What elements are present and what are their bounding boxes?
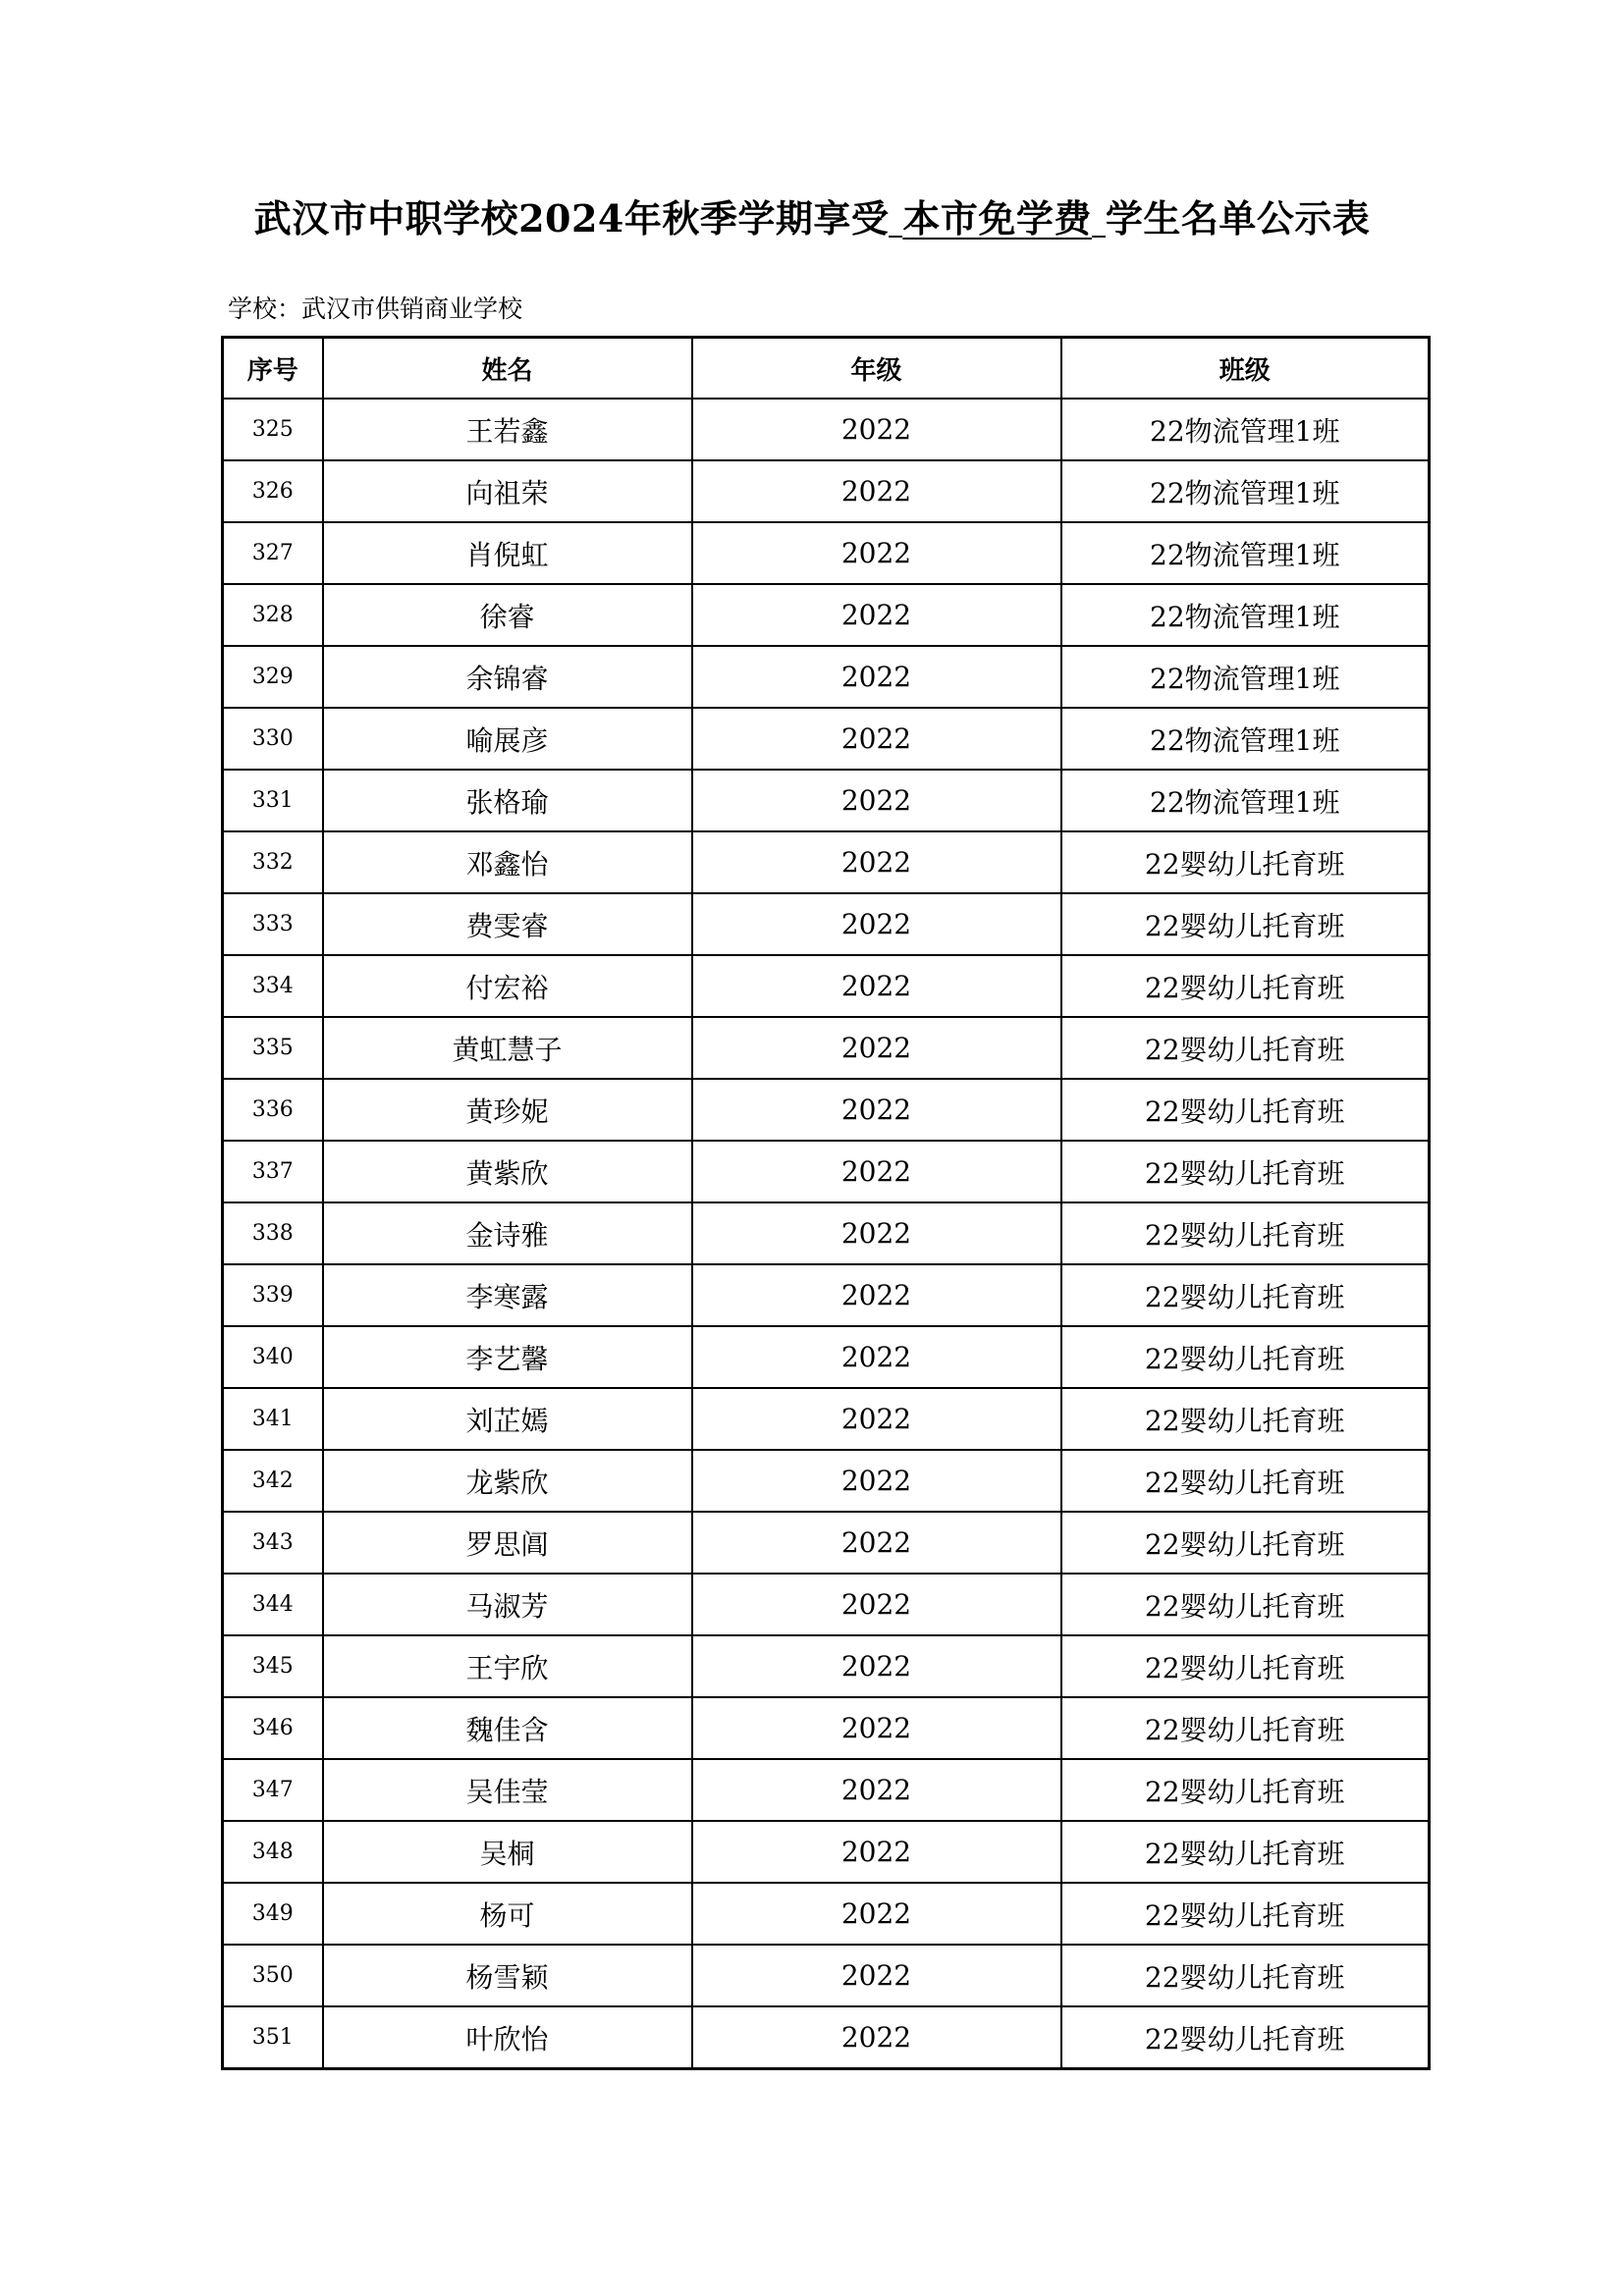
cell-class: 22婴幼儿托育班 <box>1061 1883 1430 1945</box>
school-line: 学校：武汉市供销商业学校 <box>228 294 523 323</box>
cell-seq: 326 <box>223 460 323 522</box>
cell-name: 罗思阊 <box>323 1512 692 1574</box>
cell-seq: 338 <box>223 1202 323 1264</box>
cell-name: 肖倪虹 <box>323 522 692 584</box>
cell-class: 22婴幼儿托育班 <box>1061 1017 1430 1079</box>
cell-name: 黄珍妮 <box>323 1079 692 1141</box>
cell-grade: 2022 <box>692 1883 1061 1945</box>
cell-seq: 339 <box>223 1264 323 1326</box>
cell-seq: 329 <box>223 646 323 708</box>
table-row <box>223 893 1430 955</box>
cell-grade: 2022 <box>692 831 1061 893</box>
cell-name: 王若鑫 <box>323 399 692 460</box>
cell-seq: 351 <box>223 2006 323 2069</box>
cell-name: 徐睿 <box>323 584 692 646</box>
cell-name: 吴桐 <box>323 1821 692 1883</box>
cell-class: 22婴幼儿托育班 <box>1061 1264 1430 1326</box>
cell-seq: 347 <box>223 1759 323 1821</box>
table-row <box>223 460 1430 522</box>
cell-class: 22物流管理1班 <box>1061 770 1430 831</box>
table-row <box>223 1697 1430 1759</box>
cell-seq: 328 <box>223 584 323 646</box>
table-row <box>223 1264 1430 1326</box>
student-roster-table <box>221 336 1431 2070</box>
cell-name: 杨雪颖 <box>323 1945 692 2006</box>
cell-grade: 2022 <box>692 1574 1061 1635</box>
table-row <box>223 1079 1430 1141</box>
cell-grade: 2022 <box>692 2006 1061 2069</box>
cell-seq: 331 <box>223 770 323 831</box>
cell-name: 余锦睿 <box>323 646 692 708</box>
table-row <box>223 770 1430 831</box>
cell-grade: 2022 <box>692 955 1061 1017</box>
table-row <box>223 1635 1430 1697</box>
cell-name: 费雯睿 <box>323 893 692 955</box>
cell-grade: 2022 <box>692 1264 1061 1326</box>
cell-grade: 2022 <box>692 584 1061 646</box>
table-row <box>223 1512 1430 1574</box>
table-header-row <box>223 338 1430 400</box>
table-row <box>223 1017 1430 1079</box>
cell-name: 黄紫欣 <box>323 1141 692 1202</box>
header-grade: 年级 <box>692 338 1061 400</box>
cell-name: 喻展彦 <box>323 708 692 770</box>
cell-name: 龙紫欣 <box>323 1450 692 1512</box>
cell-seq: 344 <box>223 1574 323 1635</box>
cell-grade: 2022 <box>692 1141 1061 1202</box>
cell-seq: 346 <box>223 1697 323 1759</box>
cell-seq: 327 <box>223 522 323 584</box>
header-seq: 序号 <box>223 338 323 400</box>
cell-grade: 2022 <box>692 708 1061 770</box>
cell-name: 魏佳含 <box>323 1697 692 1759</box>
table-row <box>223 1759 1430 1821</box>
table-row <box>223 584 1430 646</box>
table-row <box>223 708 1430 770</box>
cell-class: 22物流管理1班 <box>1061 399 1430 460</box>
cell-name: 向祖荣 <box>323 460 692 522</box>
title-prefix: 武汉市中职学校2024年秋季学期享受 <box>253 196 890 240</box>
cell-name: 叶欣怡 <box>323 2006 692 2069</box>
cell-class: 22婴幼儿托育班 <box>1061 1512 1430 1574</box>
cell-class: 22婴幼儿托育班 <box>1061 955 1430 1017</box>
cell-class: 22婴幼儿托育班 <box>1061 1141 1430 1202</box>
cell-seq: 334 <box>223 955 323 1017</box>
cell-name: 吴佳莹 <box>323 1759 692 1821</box>
cell-seq: 330 <box>223 708 323 770</box>
cell-name: 李寒露 <box>323 1264 692 1326</box>
cell-class: 22物流管理1班 <box>1061 584 1430 646</box>
table-row <box>223 399 1430 460</box>
table-row <box>223 1883 1430 1945</box>
table-row <box>223 2006 1430 2069</box>
cell-seq: 345 <box>223 1635 323 1697</box>
cell-class: 22婴幼儿托育班 <box>1061 1697 1430 1759</box>
cell-name: 邓鑫怡 <box>323 831 692 893</box>
cell-grade: 2022 <box>692 1017 1061 1079</box>
table-row <box>223 1141 1430 1202</box>
cell-class: 22物流管理1班 <box>1061 646 1430 708</box>
cell-class: 22婴幼儿托育班 <box>1061 1821 1430 1883</box>
cell-class: 22婴幼儿托育班 <box>1061 831 1430 893</box>
cell-seq: 335 <box>223 1017 323 1079</box>
cell-name: 杨可 <box>323 1883 692 1945</box>
cell-grade: 2022 <box>692 893 1061 955</box>
cell-name: 王宇欣 <box>323 1635 692 1697</box>
cell-name: 黄虹慧子 <box>323 1017 692 1079</box>
cell-grade: 2022 <box>692 1945 1061 2006</box>
cell-name: 张格瑜 <box>323 770 692 831</box>
cell-name: 金诗雅 <box>323 1202 692 1264</box>
title-suffix: 学生名单公示表 <box>1105 196 1371 240</box>
page-title <box>0 188 1624 242</box>
cell-name: 刘芷嫣 <box>323 1388 692 1450</box>
table-body <box>223 399 1430 2069</box>
cell-class: 22婴幼儿托育班 <box>1061 1202 1430 1264</box>
cell-class: 22物流管理1班 <box>1061 460 1430 522</box>
cell-grade: 2022 <box>692 1079 1061 1141</box>
cell-grade: 2022 <box>692 1388 1061 1450</box>
table-row <box>223 1821 1430 1883</box>
cell-grade: 2022 <box>692 1759 1061 1821</box>
title-highlight: 本市免学费 <box>902 196 1092 240</box>
header-name: 姓名 <box>323 338 692 400</box>
cell-seq: 348 <box>223 1821 323 1883</box>
cell-name: 李艺馨 <box>323 1326 692 1388</box>
cell-class: 22物流管理1班 <box>1061 708 1430 770</box>
cell-grade: 2022 <box>692 1326 1061 1388</box>
cell-name: 付宏裕 <box>323 955 692 1017</box>
cell-grade: 2022 <box>692 1202 1061 1264</box>
cell-grade: 2022 <box>692 399 1061 460</box>
header-class: 班级 <box>1061 338 1430 400</box>
cell-seq: 350 <box>223 1945 323 2006</box>
table-row <box>223 1326 1430 1388</box>
cell-seq: 341 <box>223 1388 323 1450</box>
table-row <box>223 831 1430 893</box>
cell-class: 22物流管理1班 <box>1061 522 1430 584</box>
cell-grade: 2022 <box>692 1821 1061 1883</box>
cell-grade: 2022 <box>692 522 1061 584</box>
table-row <box>223 1450 1430 1512</box>
cell-grade: 2022 <box>692 646 1061 708</box>
cell-class: 22婴幼儿托育班 <box>1061 893 1430 955</box>
cell-seq: 336 <box>223 1079 323 1141</box>
cell-grade: 2022 <box>692 1512 1061 1574</box>
cell-grade: 2022 <box>692 460 1061 522</box>
cell-class: 22婴幼儿托育班 <box>1061 1079 1430 1141</box>
cell-seq: 333 <box>223 893 323 955</box>
cell-grade: 2022 <box>692 1635 1061 1697</box>
cell-seq: 325 <box>223 399 323 460</box>
cell-class: 22婴幼儿托育班 <box>1061 1450 1430 1512</box>
cell-seq: 340 <box>223 1326 323 1388</box>
cell-class: 22婴幼儿托育班 <box>1061 1635 1430 1697</box>
cell-class: 22婴幼儿托育班 <box>1061 2006 1430 2069</box>
cell-seq: 349 <box>223 1883 323 1945</box>
cell-seq: 332 <box>223 831 323 893</box>
cell-class: 22婴幼儿托育班 <box>1061 1574 1430 1635</box>
cell-grade: 2022 <box>692 1450 1061 1512</box>
cell-seq: 337 <box>223 1141 323 1202</box>
table-row <box>223 1574 1430 1635</box>
table-row <box>223 646 1430 708</box>
cell-name: 马淑芳 <box>323 1574 692 1635</box>
cell-grade: 2022 <box>692 770 1061 831</box>
cell-class: 22婴幼儿托育班 <box>1061 1388 1430 1450</box>
cell-class: 22婴幼儿托育班 <box>1061 1759 1430 1821</box>
table-row <box>223 955 1430 1017</box>
table-row <box>223 1945 1430 2006</box>
table-row <box>223 1388 1430 1450</box>
table-row <box>223 1202 1430 1264</box>
cell-grade: 2022 <box>692 1697 1061 1759</box>
cell-class: 22婴幼儿托育班 <box>1061 1326 1430 1388</box>
table-row <box>223 522 1430 584</box>
cell-seq: 342 <box>223 1450 323 1512</box>
cell-seq: 343 <box>223 1512 323 1574</box>
cell-class: 22婴幼儿托育班 <box>1061 1945 1430 2006</box>
